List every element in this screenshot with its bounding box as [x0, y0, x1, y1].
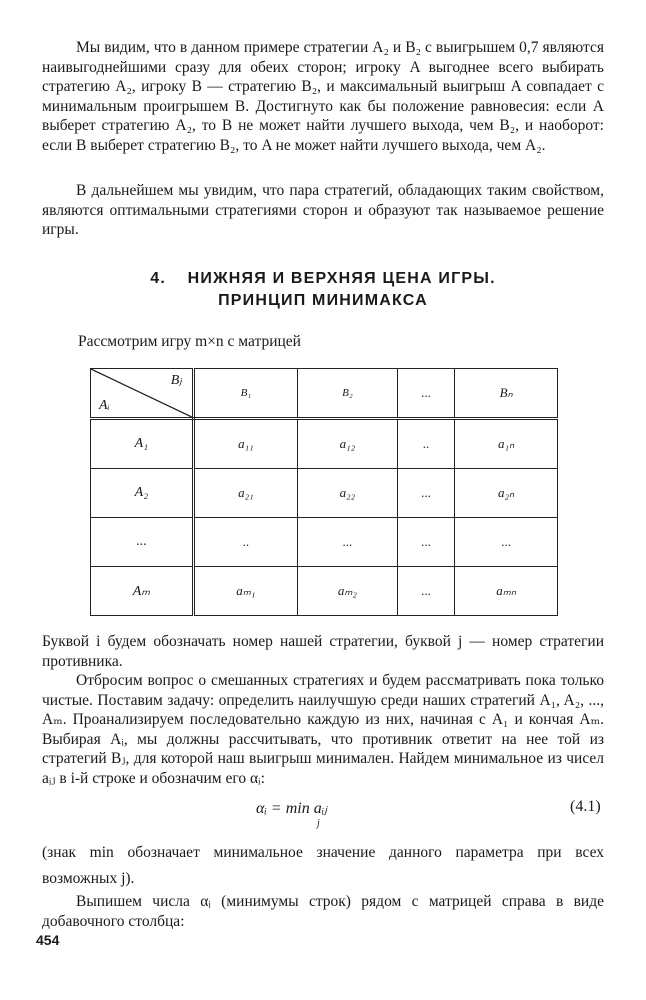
section-title-line1: НИЖНЯЯ И ВЕРХНЯЯ ЦЕНА ИГРЫ.: [187, 270, 496, 287]
page-number: 454: [36, 932, 60, 948]
matrix-cell: ...: [397, 567, 454, 616]
paragraph-pure-strategies: Отбросим вопрос о смешанных стратегиях и будем рассматривать пока только чистые. Поставим задачу: определить наилучшую среди наших стратегий A₁, A₂, ..., Aₘ. Проанализируем последовательно каждую из них, начиная с A₁ и кончая Aₘ. Выбирая Aᵢ, мы должны рассчитывать, что противник ответит на нее той из стратегий Bⱼ, для которой наш выигрыш минимален. Найдем минимальное из чисел aᵢⱼ в i-й строке и обозначим его αᵢ:: [42, 672, 604, 787]
col-header: ...: [397, 369, 454, 419]
matrix-cell: ...: [397, 469, 454, 518]
paragraph-extra-column: Выпишем числа αᵢ (минимумы строк) рядом с матрицей справа в виде добавочного столбца:: [42, 893, 604, 930]
matrix-cell: aₘₙ: [455, 567, 558, 616]
corner-ai: Aᵢ: [99, 398, 110, 413]
equation-formula: αᵢ = min aᵢⱼ: [256, 800, 328, 817]
matrix-row: [91, 567, 558, 616]
row-label: Aₘ: [91, 567, 194, 616]
col-header: B₁: [193, 369, 297, 419]
section-number: 4.: [150, 270, 166, 287]
row-label: ...: [91, 518, 194, 567]
corner-bj: Bⱼ: [170, 373, 182, 388]
equation-4-1: [256, 798, 328, 829]
equation-number: (4.1): [570, 798, 601, 815]
matrix-cell: ...: [455, 518, 558, 567]
paragraph-solution: В дальнейшем мы увидим, что пара стратегий, обладающих таким свойством, являются оптимальными стратегиями сторон и образуют так называемое решение игры.: [42, 182, 604, 238]
matrix-cell: a₁ₙ: [455, 419, 558, 469]
section-heading-line2: [0, 290, 646, 312]
section-heading: [0, 268, 646, 290]
paragraph-equilibrium: Мы видим, что в данном примере стратегии A₂ и B₂ с выигрышем 0,7 являются наивыгоднейшими сразу для обеих сторон; игроку A выгоднее всего выбирать стратегию A₂, игроку B — стратегию B₂, и максимальный выигрыш A совпадает с минимальным проигрышем B. Достигнуто как бы положение равновесия: если A выберет стратегию A₂, то B не может найти лучшего выхода, чем B₂, и наоборот: если B выберет стратегию B₂, то A не может найти лучшего выхода, чем A₂.: [42, 39, 604, 154]
equation-subscript: j: [317, 818, 320, 829]
matrix-corner-cell: [91, 369, 194, 419]
matrix-cell: ...: [298, 518, 398, 567]
col-header: Bₙ: [455, 369, 558, 419]
col-header: B₂: [298, 369, 398, 419]
matrix-cell: ..: [397, 419, 454, 469]
paragraph-min-sign: (знак min обозначает минимальное значение данного параметра при всех возможных j).: [42, 844, 604, 887]
matrix-header-row: [91, 369, 558, 419]
matrix-row: [91, 469, 558, 518]
matrix-row: [91, 518, 558, 567]
matrix-cell: a₁₁: [193, 419, 297, 469]
matrix-cell: aₘ₂: [298, 567, 398, 616]
matrix-cell: a₂₁: [193, 469, 297, 518]
matrix-cell: a₁₂: [298, 419, 398, 469]
matrix-cell: ..: [193, 518, 297, 567]
matrix-cell: a₂ₙ: [455, 469, 558, 518]
matrix-intro: Рассмотрим игру m×n с матрицей: [78, 333, 301, 350]
section-title-line2: ПРИНЦИП МИНИМАКСА: [218, 292, 428, 309]
payoff-matrix: [90, 368, 558, 616]
matrix-cell: ...: [397, 518, 454, 567]
matrix-cell: aₘ₁: [193, 567, 297, 616]
matrix-row: [91, 419, 558, 469]
row-label: A₂: [91, 469, 194, 518]
row-label: A₁: [91, 419, 194, 469]
matrix-cell: a₂₂: [298, 469, 398, 518]
paragraph-notation: Буквой i будем обозначать номер нашей стратегии, буквой j — номер стратегии противника.: [42, 633, 604, 670]
